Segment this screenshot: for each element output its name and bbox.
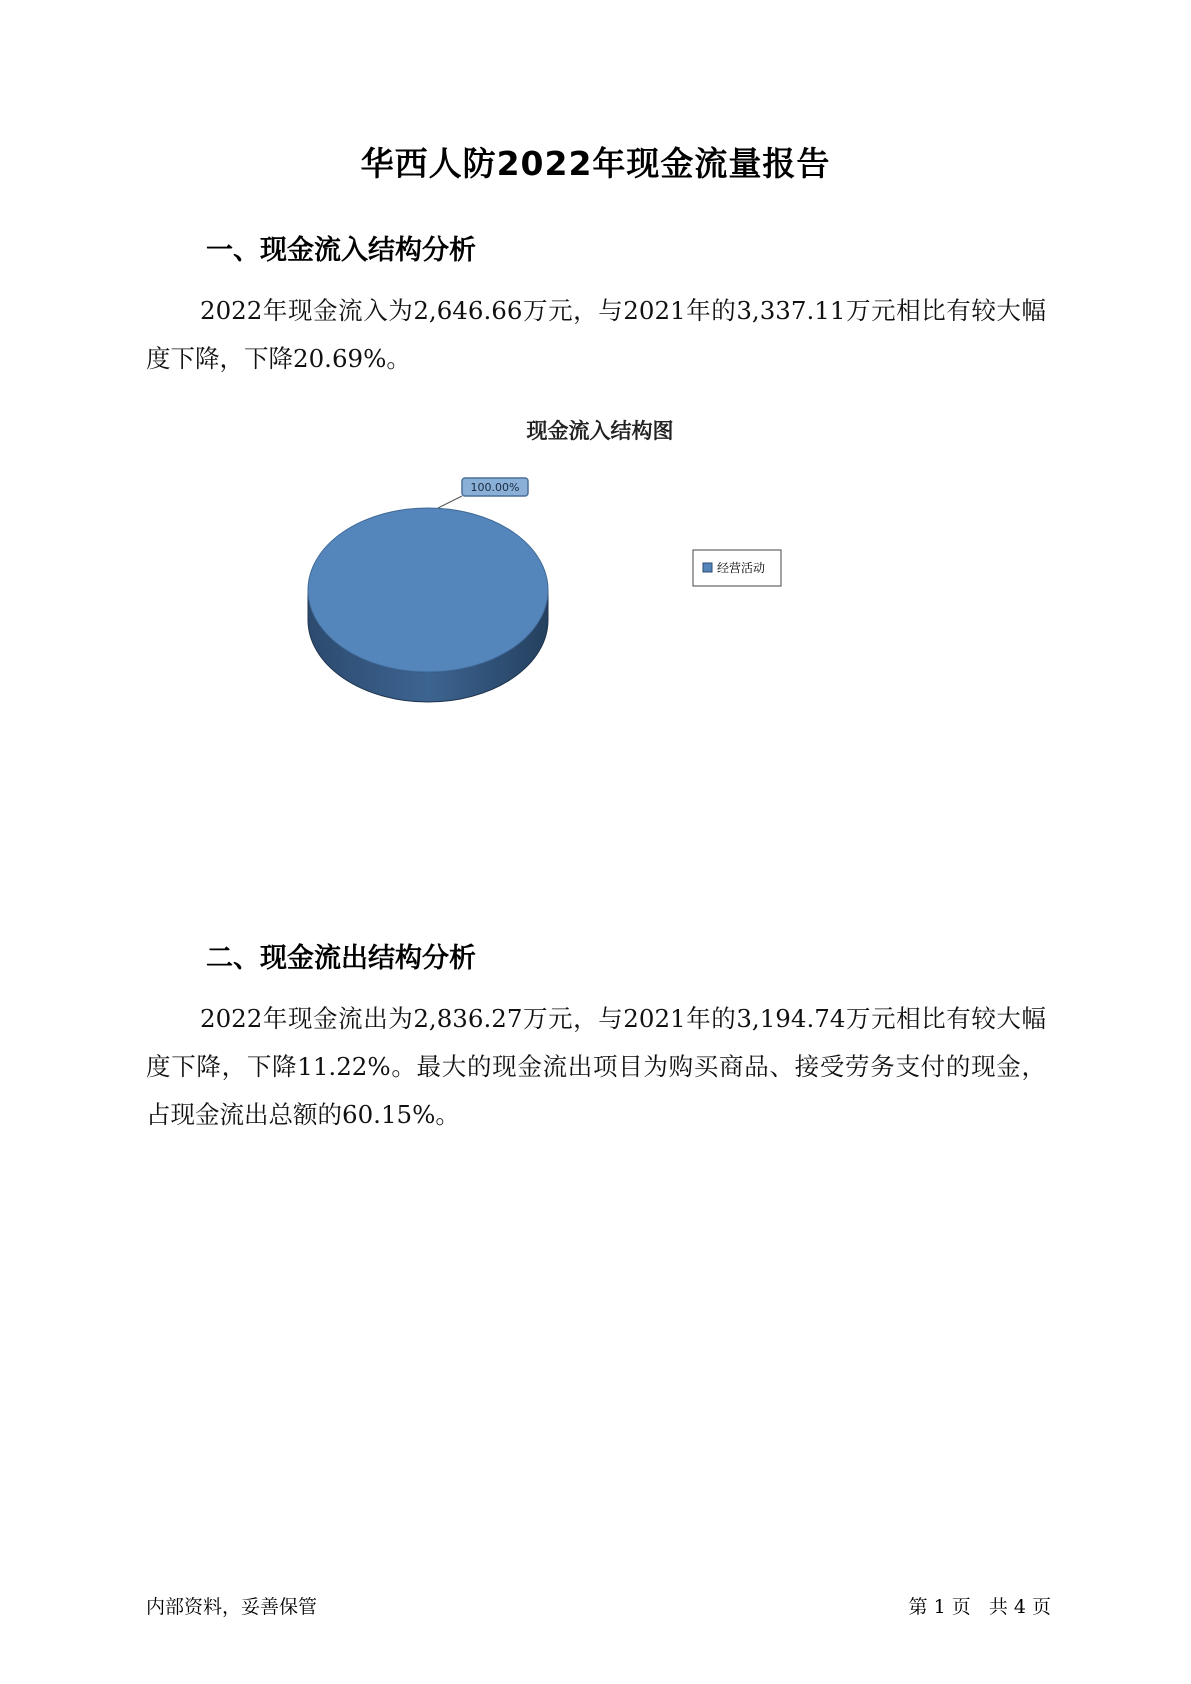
legend-swatch [703,563,712,572]
footer-confidential-note: 内部资料，妥善保管 [146,1596,318,1618]
footer-page-number: 第 1 页 共 4 页 [908,1596,1051,1618]
section-paragraph-inflow: 2022年现金流入为2,646.66万元，与2021年的3,337.11万元相比有较大幅度下降，下降20.69%。 [146,296,1046,373]
data-label-leader [438,496,462,508]
legend-label: 经营活动 [717,561,766,575]
section-heading-inflow: 一、现金流入结构分析 [206,235,476,266]
section-paragraph-outflow: 2022年现金流出为2,836.27万元，与2021年的3,194.74万元相比有较大幅度下降，下降11.22%。最大的现金流出项目为购买商品、接受劳务支付的现金，占现金流出总额的60.15%。 [146,1004,1046,1129]
document-title: 华西人防2022年现金流量报告 [360,144,831,183]
section-heading-outflow: 二、现金流出结构分析 [206,943,476,974]
pie-chart-canvas [300,415,900,735]
pie-slice [308,508,548,672]
data-label: 100.00% [470,481,520,494]
chart-title: 现金流入结构图 [526,419,674,443]
inflow-pie-chart [300,415,900,735]
